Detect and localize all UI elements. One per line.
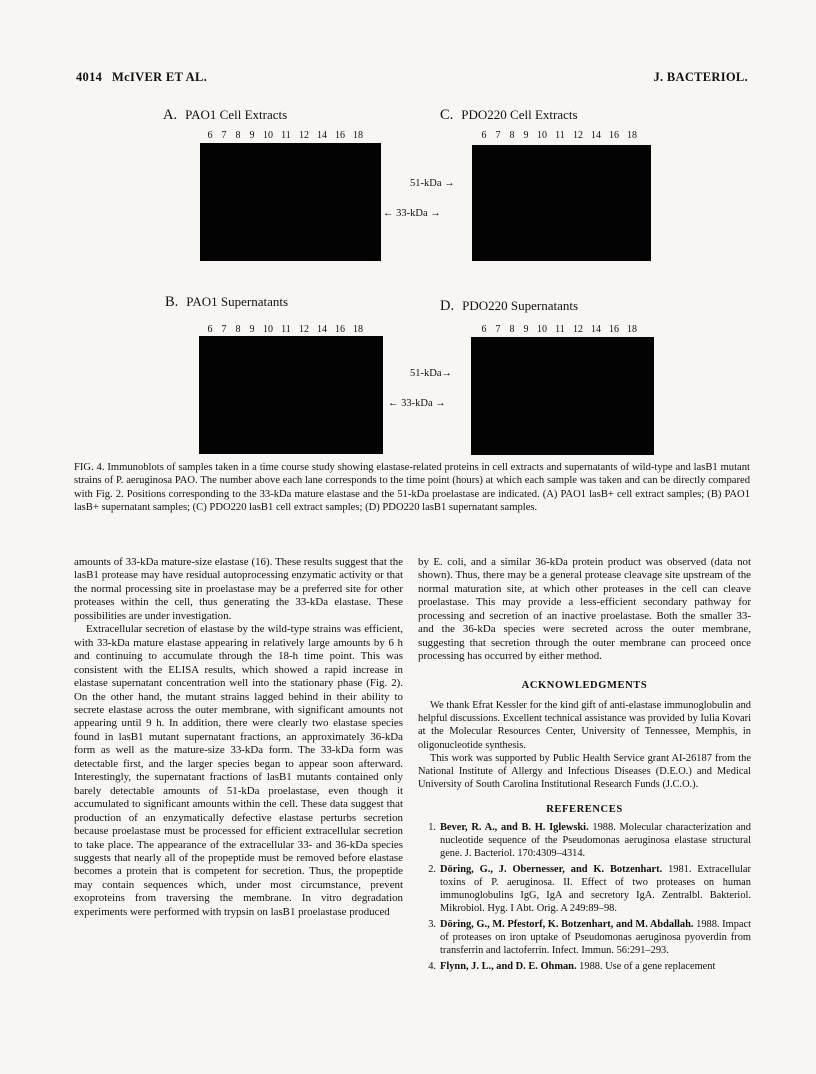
- running-authors: McIVER ET AL.: [112, 70, 208, 84]
- lane-label: 16: [609, 130, 619, 141]
- lane-label: 9: [249, 324, 255, 335]
- lane-label: 18: [353, 324, 363, 335]
- lane-label: 10: [537, 130, 547, 141]
- lane-label: 11: [281, 324, 291, 335]
- panel-c-letter: C.: [440, 107, 454, 123]
- reference-text: 1988. Use of a gene replacement: [579, 960, 716, 972]
- lane-label: 6: [207, 130, 213, 141]
- lane-label: 11: [281, 130, 291, 141]
- lane-label: 8: [235, 130, 241, 141]
- panel-a-blot: [200, 143, 381, 261]
- panel-b-label: PAO1 Supernatants: [186, 294, 289, 309]
- lane-label: 14: [317, 130, 327, 141]
- lane-label: 12: [573, 324, 583, 335]
- reference-item: [418, 863, 751, 916]
- panel-c-label: PDO220 Cell Extracts: [461, 107, 578, 122]
- panel-a-letter: A.: [163, 107, 178, 123]
- lane-label: 8: [235, 324, 241, 335]
- acknowledgments-paragraph-2: This work was supported by Public Health Service grant AI-26187 from the National Institute of Allergy and Infectious Diseases (D.E.O.) and Medical University of South Carolina Institutional Research Funds (J.C.O.).: [418, 752, 751, 791]
- reference-text: 1981. Extracellular toxins of P. aeruginosa. II. Effect of two proteases on human immunoglobulins IgG, IgA and secretory IgA. Zentralbl. Bakteriol. Mikrobiol. Hyg. I Abt. Orig. A 249:89–98.: [440, 863, 751, 915]
- reference-number: 2.: [428, 863, 436, 875]
- panel-b-lane-labels: [203, 324, 367, 335]
- acknowledgments-heading: ACKNOWLEDGMENTS: [521, 679, 648, 691]
- panel-c-blot: [472, 145, 651, 261]
- lane-label: 6: [207, 324, 213, 335]
- reference-item: [418, 821, 751, 861]
- lane-label: 7: [221, 130, 227, 141]
- marker-33kda-top: [383, 208, 441, 219]
- lane-label: 18: [627, 324, 637, 335]
- panel-d-label: PDO220 Supernatants: [462, 298, 579, 313]
- lane-label: 8: [509, 130, 515, 141]
- arrow-right-icon: →: [441, 368, 452, 379]
- lane-label: 14: [317, 324, 327, 335]
- panel-b-title: [165, 294, 288, 311]
- reference-authors: Döring, G., M. Pfestorf, K. Botzenhart, and M. Abdallah.: [440, 918, 694, 930]
- reference-item: [418, 918, 751, 958]
- figure-caption: FIG. 4. Immunoblots of samples taken in a time course study showing elastase-related proteins in cell extracts and supernatants of wild-type and lasB1 mutant strains of P. aeruginosa PAO. The number above each lane corresponds to the time point (hours) at which each sample was taken and can be directly compared with Fig. 2. Positions corresponding to the 33-kDa mature elastase and the 51-kDa proelastase are indicated. (A) PAO1 lasB+ cell extract samples; (B) PAO1 lasB+ supernatant samples; (C) PDO220 lasB1 cell extract samples; (D) PDO220 lasB1 supernatant samples.: [74, 462, 750, 513]
- reference-text: 1988. Impact of proteases on iron uptake of Pseudomonas aeruginosa pyoverdin from transferrin and lactoferrin. Infect. Immun. 56:291–293.: [440, 918, 752, 957]
- acknowledgments-paragraph-1: We thank Efrat Kessler for the kind gift of anti-elastase immunoglobulin and helpful discussions. Excellent technical assistance was provided by Iulia Kovari at the Molecular Resources Center, University of Tennessee, Memphis, in oligonucleotide synthesis.: [418, 699, 751, 751]
- arrow-left-icon: ←: [383, 208, 394, 219]
- right-column: [418, 556, 751, 975]
- lane-label: 16: [609, 324, 619, 335]
- panel-c-title: [440, 107, 578, 124]
- lane-label: 14: [591, 324, 601, 335]
- marker-51kda-label: 51-kDa: [410, 368, 442, 379]
- panel-c-lane-labels: [477, 130, 641, 141]
- lane-label: 10: [263, 130, 273, 141]
- panel-a-label: PAO1 Cell Extracts: [185, 107, 288, 122]
- arrow-right-icon: →: [435, 398, 446, 409]
- running-journal: J. BACTERIOL.: [653, 70, 748, 84]
- right-paragraph-1: by E. coli, and a similar 36-kDa protein product was observed (data not shown). Thus, there may be a general protease cleavage site upstream of the normal maturation site, at which other proteases in the cell can cleave proelastase. This may provide a less-efficient secondary pathway for processing and secretion of an inactive proelastase. Both the smaller 33- and the 36-kDa species were secreted across the outer membrane, suggesting that secretion through the outer membrane can proceed once processing has occurred by either method.: [418, 556, 751, 663]
- reference-text: 1988. Molecular characterization and nucleotide sequence of the Pseudomonas aeruginosa elastase structural gene. J. Bacteriol. 170:4309–4314.: [440, 821, 751, 860]
- marker-51kda-top: [410, 178, 455, 189]
- lane-label: 6: [481, 130, 487, 141]
- reference-number: 4.: [428, 960, 436, 972]
- arrow-right-icon: →: [444, 178, 455, 189]
- lane-label: 9: [249, 130, 255, 141]
- reference-list: [418, 821, 751, 973]
- lane-label: 7: [221, 324, 227, 335]
- marker-33kda-bottom: [388, 398, 446, 409]
- page-number: 4014: [76, 70, 103, 84]
- panel-d-letter: D.: [440, 298, 455, 314]
- lane-label: 9: [523, 324, 529, 335]
- panel-a-title: [163, 107, 287, 124]
- reference-authors: Döring, G., J. Obernesser, and K. Botzenhart.: [440, 863, 663, 875]
- arrow-right-icon: →: [430, 208, 441, 219]
- reference-authors: Bever, R. A., and B. H. Iglewski.: [440, 821, 589, 833]
- marker-33kda-label: 33-kDa: [396, 208, 428, 219]
- marker-33kda-label: 33-kDa: [401, 398, 433, 409]
- panel-b-blot: [199, 336, 383, 454]
- reference-authors: Flynn, J. L., and D. E. Ohman.: [440, 960, 577, 972]
- lane-label: 14: [591, 130, 601, 141]
- panel-d-blot: [471, 337, 654, 455]
- panel-a-lane-labels: [203, 130, 367, 141]
- references-heading: REFERENCES: [546, 803, 623, 815]
- lane-label: 7: [495, 130, 501, 141]
- marker-51kda-bottom: [410, 368, 452, 379]
- lane-label: 9: [523, 130, 529, 141]
- panel-b-letter: B.: [165, 294, 179, 310]
- lane-label: 7: [495, 324, 501, 335]
- lane-label: 6: [481, 324, 487, 335]
- lane-label: 10: [263, 324, 273, 335]
- lane-label: 18: [353, 130, 363, 141]
- lane-label: 11: [555, 324, 565, 335]
- reference-number: 3.: [428, 918, 436, 930]
- lane-label: 11: [555, 130, 565, 141]
- lane-label: 16: [335, 324, 345, 335]
- lane-label: 10: [537, 324, 547, 335]
- left-paragraph-2: Extracellular secretion of elastase by the wild-type strains was efficient, with 33-kDa mature elastase appearing in relatively large amounts by 6 h and continuing to accumulate through the 18-h time point. This was consistent with the ELISA results, which showed a rapid increase in elastase supernatant concentration well into the stationary phase (Fig. 2). On the other hand, the mutant strains lagged behind in their ability to secrete elastase across the outer membrane, with significant amounts not appearing until 9 h. In addition, there were clearly two elastase species found in lasB1 mutant supernatant fractions, an approximately 36-kDa form as well as the mature-size 33-kDa form. The 33-kDa form was detectable first, and the larger species began to appear soon afterward. Interestingly, the supernatant fractions of lasB1 mutants contained only barely detectable amounts of 51-kDa proelastase, even though it accumulated to significant amounts within the cell. These data suggest that production of an enzymatically defective elastase perturbs secretion because proelastase must be processed for efficient extracellular secretion to take place. The appearance of the extracellular 33- and 36-kDa species suggests that nearly all of the propeptide must be removed before elastase becomes a protein that is competent for secretion. Thus, the propeptide may contain sequences which, under most circumstance, prevent exoproteins from traversing the membrane. In vitro degradation experiments were performed with trypsin on lasB1 proelastase produced: [74, 623, 403, 918]
- panel-d-lane-labels: [477, 324, 641, 335]
- reference-item: [418, 960, 751, 973]
- lane-label: 16: [335, 130, 345, 141]
- panel-d-title: [440, 298, 578, 315]
- lane-label: 8: [509, 324, 515, 335]
- marker-51kda-label: 51-kDa: [410, 178, 442, 189]
- lane-label: 12: [573, 130, 583, 141]
- left-paragraph-1: amounts of 33-kDa mature-size elastase (16). These results suggest that the lasB1 protease may have residual autoprocessing enzymatic activity or that the normal processing site in proelastase may be a preferred site for other proteases within the cell, thus generating the 33-kDa elastase. These possibilities are under investigation.: [74, 556, 403, 622]
- lane-label: 12: [299, 130, 309, 141]
- arrow-left-icon: ←: [388, 398, 399, 409]
- lane-label: 18: [627, 130, 637, 141]
- reference-number: 1.: [428, 821, 436, 833]
- lane-label: 12: [299, 324, 309, 335]
- left-column: [74, 556, 403, 919]
